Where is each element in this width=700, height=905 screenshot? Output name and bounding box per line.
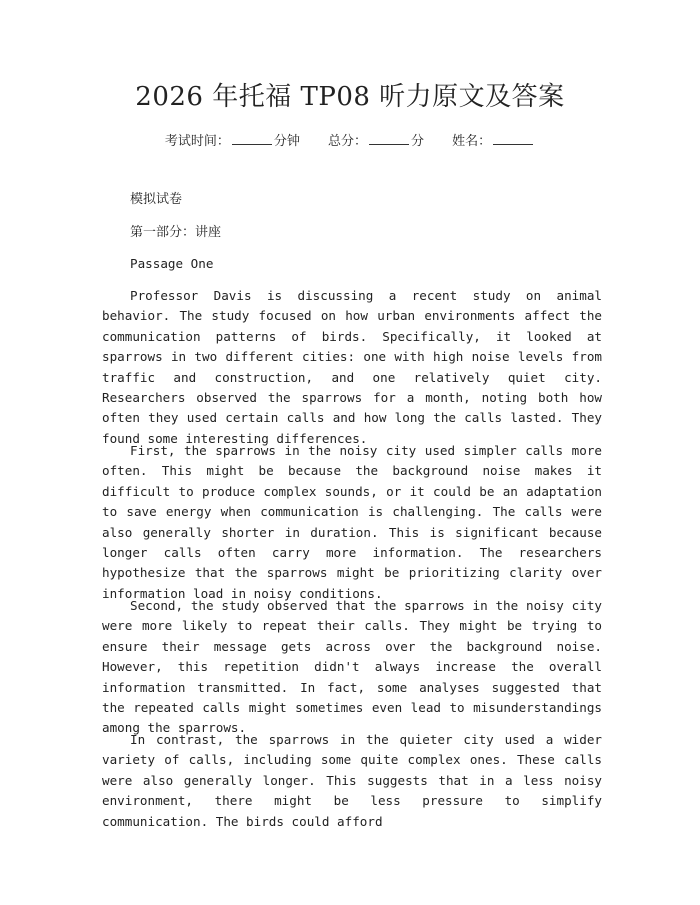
exam-time-unit: 分钟	[273, 134, 300, 149]
name-blank[interactable]	[493, 131, 533, 145]
paragraph-text: In contrast, the sparrows in the quieter city used a wider variety of calls, including some quite complex ones. These calls were also generally longer. This suggests that in a less noisy environment, there might be less pressure to simplify communication. The birds could afford	[102, 732, 602, 829]
total-score-field	[328, 134, 428, 149]
paragraph-text: First, the sparrows in the noisy city used simpler calls more often. This might be because the background noise makes it difficult to produce complex sounds, or it could be an adaptation to save energy when communication is challenging. The calls were also generally shorter in duration. This is significant because longer calls often carry more information. The researchers hypothesize that the sparrows might be prioritizing clarity over information load in noisy conditions.	[102, 443, 602, 601]
paragraph-text: Second, the study observed that the sparrows in the noisy city were more likely to repeat their calls. They might be trying to ensure their message gets across over the background noise. However, this repetition didn't always increase the overall information transmitted. In fact, some analyses suggested that the repeated calls might sometimes even lead to misunderstandings among the sparrows.	[102, 598, 602, 736]
exam-time-label: 考试时间：	[164, 134, 230, 149]
passage-paragraph	[102, 596, 602, 739]
page-title: 2026 年托福 TP08 听力原文及答案	[135, 82, 565, 112]
total-score-unit: 分	[411, 134, 425, 149]
passage-paragraph	[102, 730, 602, 832]
total-score-label: 总分：	[327, 134, 367, 149]
section-mock-heading: 模拟试卷	[130, 192, 183, 207]
paragraph-text: Professor Davis is discussing a recent study on animal behavior. The study focused on how urban environments affect the communication patterns of birds. Specifically, it looked at sparrows in two different cities: one with high noise levels from traffic and construction, and one relatively quiet city. Researchers observed the sparrows for a month, noting both how often they used certain calls and how long the calls lasted. They found some interesting differences.	[102, 288, 602, 446]
name-field	[452, 134, 535, 149]
exam-time-field	[165, 134, 304, 149]
passage-label: Passage One	[130, 256, 214, 271]
exam-time-blank[interactable]	[232, 131, 272, 145]
name-label: 姓名：	[452, 134, 492, 149]
section-part-heading: 第一部分：讲座	[130, 225, 222, 240]
total-score-blank[interactable]	[369, 131, 409, 145]
exam-info-line	[0, 131, 700, 152]
passage-paragraph	[102, 441, 602, 604]
passage-paragraph	[102, 286, 602, 449]
